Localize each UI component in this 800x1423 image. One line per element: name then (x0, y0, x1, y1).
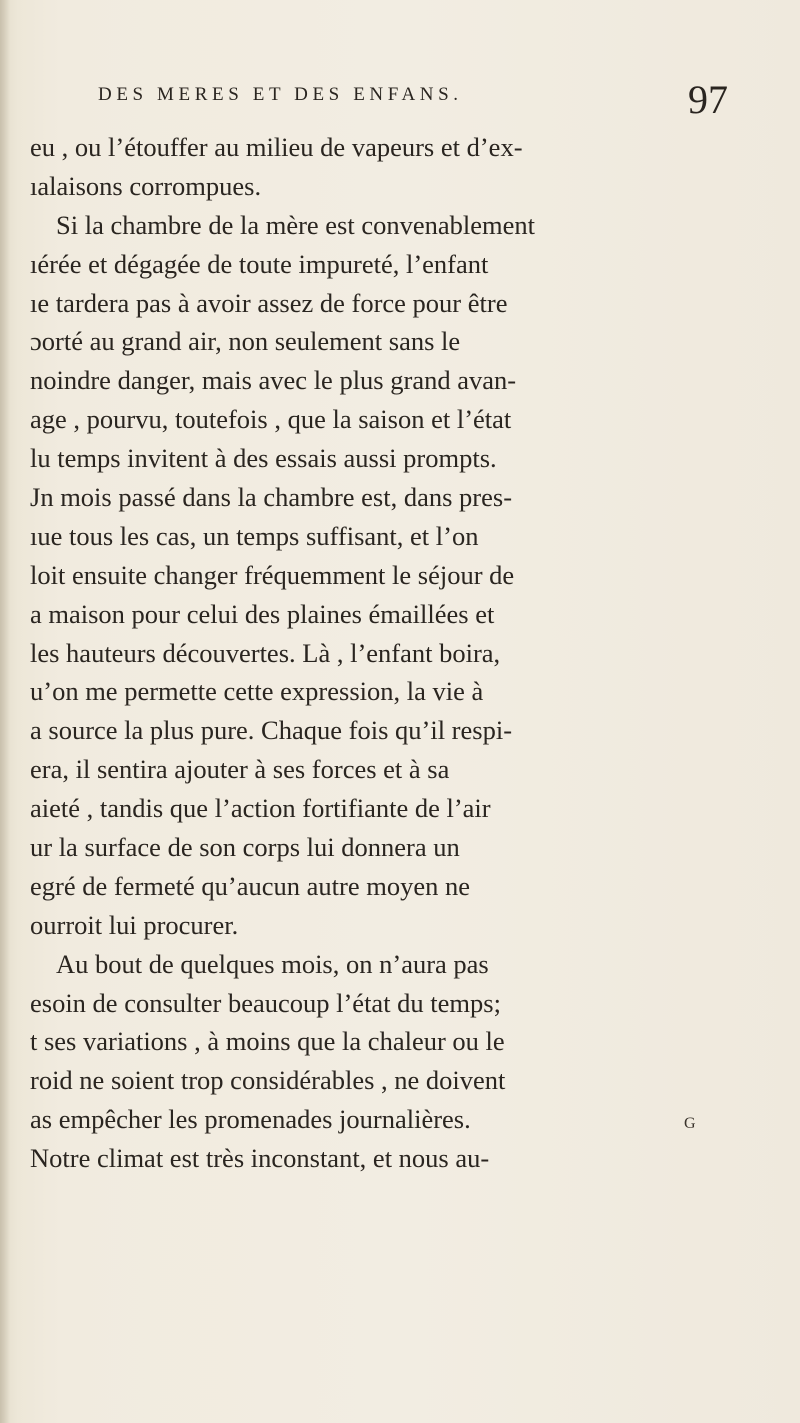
text-line: ıalaisons corrompues. (30, 170, 262, 201)
running-head (98, 77, 728, 122)
text-line: Au bout de quelques mois, on n’aura pas (56, 948, 489, 979)
text-line: esoin de consulter beaucoup l’état du temps; (30, 987, 501, 1018)
text-line: a source la plus pure. Chaque fois qu’il respi- (30, 715, 513, 746)
text-line: Si la chambre de la mère est convenablement (56, 209, 536, 240)
text-line: eu , ou l’étouffer au milieu de vapeurs et d’ex- (30, 132, 523, 162)
text-line: era, il sentira ajouter à ses forces et à sa (30, 754, 450, 785)
text-line: Notre climat est très inconstant, et nous au- (30, 1143, 490, 1174)
page-number: 97 (688, 77, 728, 122)
text-line: loit ensuite changer fréquemment le séjour de (30, 559, 515, 590)
text-line: aieté , tandis que l’action fortifiante de l’air (30, 793, 491, 824)
text-line: a maison pour celui des plaines émaillées et (30, 598, 495, 629)
gutter-shadow (0, 0, 10, 1423)
text-line: age , pourvu, toutefois , que la saison et l’état (30, 404, 512, 435)
body-text (30, 128, 730, 1178)
text-line: roid ne soient trop considérables , ne doivent (30, 1065, 506, 1096)
text-line: Jn mois passé dans la chambre est, dans pres- (30, 482, 513, 513)
text-line: u’on me permette cette expression, la vie à (30, 676, 484, 707)
text-line: lu temps invitent à des essais aussi prompts. (30, 443, 497, 474)
text-line: ıérée et dégagée de toute impureté, l’enfant (30, 248, 489, 279)
text-line: ur la surface de son corps lui donnera un (30, 832, 460, 863)
signature-mark: G (684, 1115, 696, 1132)
text-line: ourroit lui procurer. (30, 909, 239, 940)
running-title: DES MERES ET DES ENFANS. (98, 84, 463, 105)
text-line: ıue tous les cas, un temps suffisant, et l’on (30, 520, 479, 551)
text-line: ɔorté au grand air, non seulement sans le (30, 326, 461, 357)
text-line: les hauteurs découvertes. Là , l’enfant boira, (30, 637, 501, 668)
text-line: ıe tardera pas à avoir assez de force pour être (30, 287, 508, 318)
text-line: t ses variations , à moins que la chaleur ou le (30, 1026, 505, 1057)
text-line: as empêcher les promenades journalières. (30, 1104, 471, 1135)
text-line: egré de fermeté qu’aucun autre moyen ne (30, 870, 470, 901)
text-line: noindre danger, mais avec le plus grand avan- (30, 365, 517, 396)
